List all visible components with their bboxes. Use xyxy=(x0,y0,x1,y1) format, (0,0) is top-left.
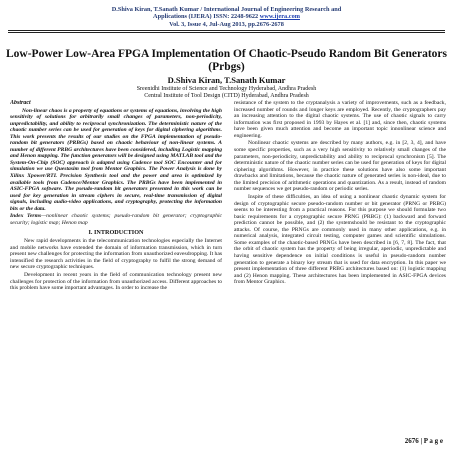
right-paragraph-3: Inspite of these difficulties, an idea of using a nonlinear chaotic dynamic system for design of cryptographic secure pseudo-random number or bit generator (PRNG or PRBG) seems to be interesting from a practical reasons. For this purpose we should formulate two basic requirements for a cryptographic secure PRNG (PRBG): (1) backward and forward prediction cannot be possible, and (2) the systemshould be resistant to the cryptographic attacks. Of course, the PRNGs are commonly used in many other applications, e.g. in numerical analysis, integrated circuit testing, computer games and scientific simulations. Some examples of the chaotic-based PRNGs have been described in [6, 7, 8]. The fact, that the orbit of chaotic system has the property of being irregular, aperiodic, unpredictable and having sensitive dependence on initial conditions is useful in pseudo-random number generation to generate a binary key stream that is used for data encryption. In this paper we present implementation of three different PRBG architectures based on: (1) logistic mapping and (2) Henon mapping. These architectures has been implemented in ASIC-FPGA devices from Mentor Graphics. xyxy=(234,194,446,286)
author-affiliations xyxy=(0,86,453,100)
journal-header xyxy=(0,6,453,28)
right-paragraph-1: resistance of the system to the cryptanalysis a variety of improvements, such as a feedback, increased number of rounds and longer keys are employed. Recently, the cryptographers pay an increasing attention to the digital chaotic systems. The use of chaotic signals to carry information was first proposed in 1993 by Hayes et al. [1] and, since then, chaotic systems have been given much attention and become an important topic innonlinear science and engineering. xyxy=(234,100,446,139)
index-terms xyxy=(10,213,222,226)
index-terms-text: —nonlinear chaotic systems; pseudo-random bit generator; cryptographic security; logistic map; Henon map xyxy=(10,213,222,227)
affiliation-2: Central Institute of Tool Design (CITD) Hyderabad, Andhra Pradesh xyxy=(144,92,309,99)
affiliation-1: Sreenidhi Institute of Science and Technology Hyderabad, Andhra Pradesh xyxy=(136,86,317,92)
issn-text: Applications (IJERA) ISSN: 2248-9622 xyxy=(153,13,259,21)
index-terms-label: Index Terms xyxy=(10,213,42,220)
header-divider-bottom xyxy=(8,32,445,33)
right-paragraph-2: Nonlinear chaotic systems are described by many authors, e.g. in [2, 3, 4], and have some specific properties, such as a very high sensitivity to relatively small changes of the parameters, non-periodicity, unpredictability and ability to reciprocal synchronism [5]. The deterministic nature of the chaotic number series can be used for generation of keys for digital ciphering algorithms. However, in practice these solutions have also some important drawbacks and limitations, because the chaotic nature of generated series is non-ideal, due to the limited precision of arithmetic operations and quantization. As a result, instead of random number sequences we get pseudo-random or periodic series. xyxy=(234,140,446,193)
right-column xyxy=(234,100,446,430)
left-column xyxy=(10,100,222,430)
header-divider-top xyxy=(8,30,445,31)
abstract-text: Non-linear chaos is a property of equations or systems of equations, involving the high sensitivity of solutions for arbitrarily small changes of parameters, non-periodicity, unpredictability, and ability to reciprocal synchronization. The deterministic nature of the chaotic number series can be used for generation of keys for digital ciphering algorithms. This work presents the results of our studies on the FPGA implementation of pseudo-random bit generators (PRBGs) based on chaotic behaviour of non-linear systems. A number of different PRBG architectures have been considered, including Logistic mapping and Henon mapping. The function generators will be designed using MATLAB tool and the System-On-Chip (SOC) approach is adapted using Cadence tool SOC Encounter and for simulation we use Questasim tool from Mentor Graphics. The Power Analysis is done by Xilinx Xpower/RTL Precision Synthesis tool and the power and area is optimized by available tools from Cadence/Mentor Graphics. The PRBGs have been implemented in ASIC-FPGA software. The pseudo-random bit generators presented in this work can be used for key generation in stream ciphers in secure, real-time transmission of digital signals, including audio-video applications, and cryptography, protecting the information bits or the data. xyxy=(10,107,222,212)
paper-title: Low-Power Low-Area FPGA Implementation Of Chaotic-Pseudo Random Bit Generators (Prbgs) xyxy=(6,48,448,73)
journal-website-link[interactable]: www.ijera.com xyxy=(259,13,300,21)
paper-authors: D.Shiva Kiran, T.Sanath Kumar xyxy=(167,75,286,85)
journal-header-line-1: D.Shiva Kiran, T.Sanath Kumar / International Journal of Engineering Research and xyxy=(111,6,342,13)
journal-header-line-2 xyxy=(0,13,453,20)
page-number: 2676 | P a g e xyxy=(404,437,443,445)
intro-paragraph-2: Development in recent years in the field of communication technology present new challenges for protection of the information from unauthorized access. Different approaches to this problem have some important advantages. In order to increase the xyxy=(10,272,222,292)
abstract-heading: Abstract xyxy=(10,100,31,106)
section-heading-introduction: I. INTRODUCTION xyxy=(88,228,144,236)
journal-header-line-3: Vol. 3, Issue 4, Jul-Aug 2013, pp.2676-2678 xyxy=(169,20,284,28)
intro-paragraph-1: New rapid developments in the telecommunication technologies especially the Internet and mobile networks have extended the domain of information transmission, which in turn present new challenges for protecting the information from unauthorized eavesdropping. It has intensified the research activities in the field of cryptography to fulfil the strong demand of new secure cryptographic techniques. xyxy=(10,238,222,271)
